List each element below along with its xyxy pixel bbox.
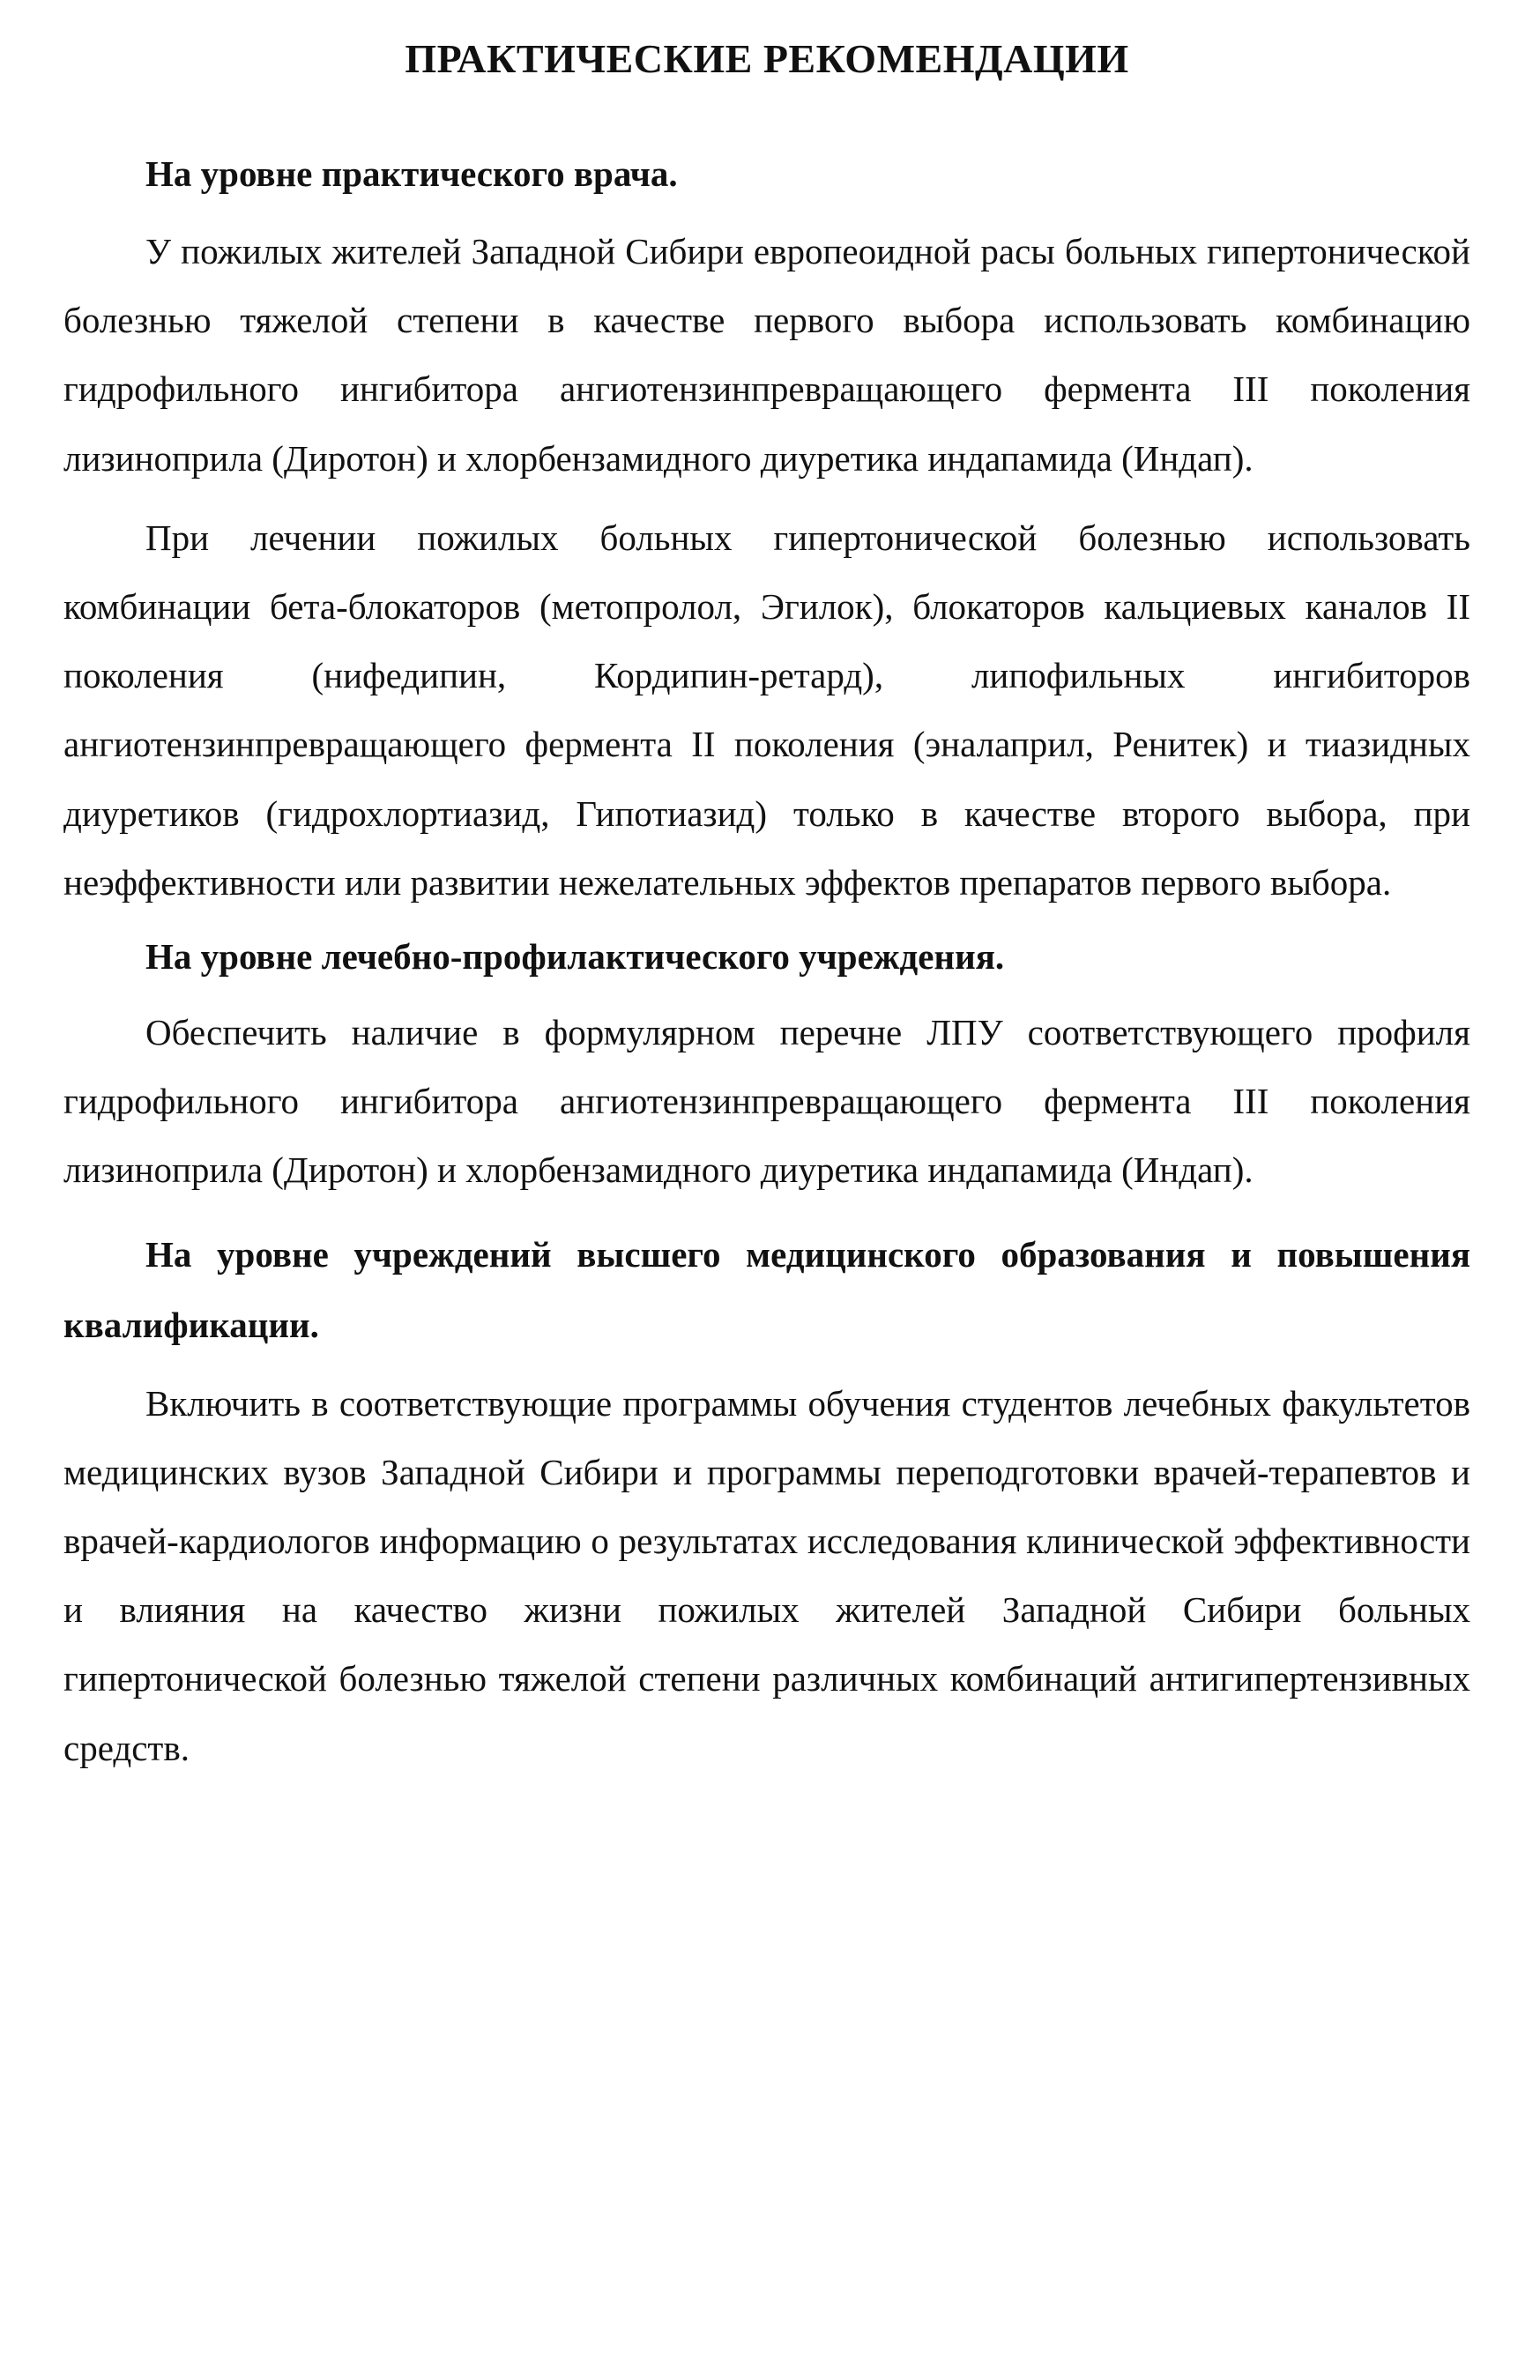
paragraph: При лечении пожилых больных гипертонической болезнью использовать комбинации бета-блокаторов (метопролол, Эгилок), блокаторов кальциевых каналов II поколения (нифедипин, Кордипин-ретард), липофильных ингибиторов ангиотензинпревращающего фермента II поколения (эналаприл, Ренитек) и тиазидных диуретиков (гидрохлортиазид, Гипотиазид) только в качестве второго выбора, при неэффективности или развитии нежелательных эффектов препаратов первого выбора. (63, 517, 1470, 903)
section-heading-practitioner: На уровне практического врача. (145, 153, 678, 194)
paragraph: У пожилых жителей Западной Сибири европеоидной расы больных гипертонической болезнью тяжелой степени в качестве первого выбора использовать комбинацию гидрофильного ингибитора ангиотензинпревращающего фермента III поколения лизиноприла (Диротон) и хлорбензамидного диуретика индапамида (Индап). (63, 231, 1470, 479)
section-heading-higher-education: На уровне учреждений высшего медицинского образования и повышения квалификации. (63, 1233, 1470, 1345)
paragraph: Обеспечить наличие в формулярном перечне ЛПУ соответствующего профиля гидрофильного ингибитора ангиотензинпревращающего фермента III поколения лизиноприла (Диротон) и хлорбензамидного диуретика индапамида (Индап). (63, 1012, 1470, 1191)
section-heading-institution: На уровне лечебно-профилактического учреждения. (145, 936, 1005, 978)
page-title: ПРАКТИЧЕСКИЕ РЕКОМЕНДАЦИИ (405, 36, 1129, 81)
paragraph: Включить в соответствующие программы обучения студентов лечебных факультетов медицинских вузов Западной Сибири и программы переподготовки врачей-терапевтов и врачей-кардиологов информацию о результатах исследования клинической эффективности и влияния на качество жизни пожилых жителей Западной Сибири больных гипертонической болезнью тяжелой степени различных комбинаций антигипертензивных средств. (63, 1382, 1470, 1768)
document-page (63, 19, 1470, 1782)
